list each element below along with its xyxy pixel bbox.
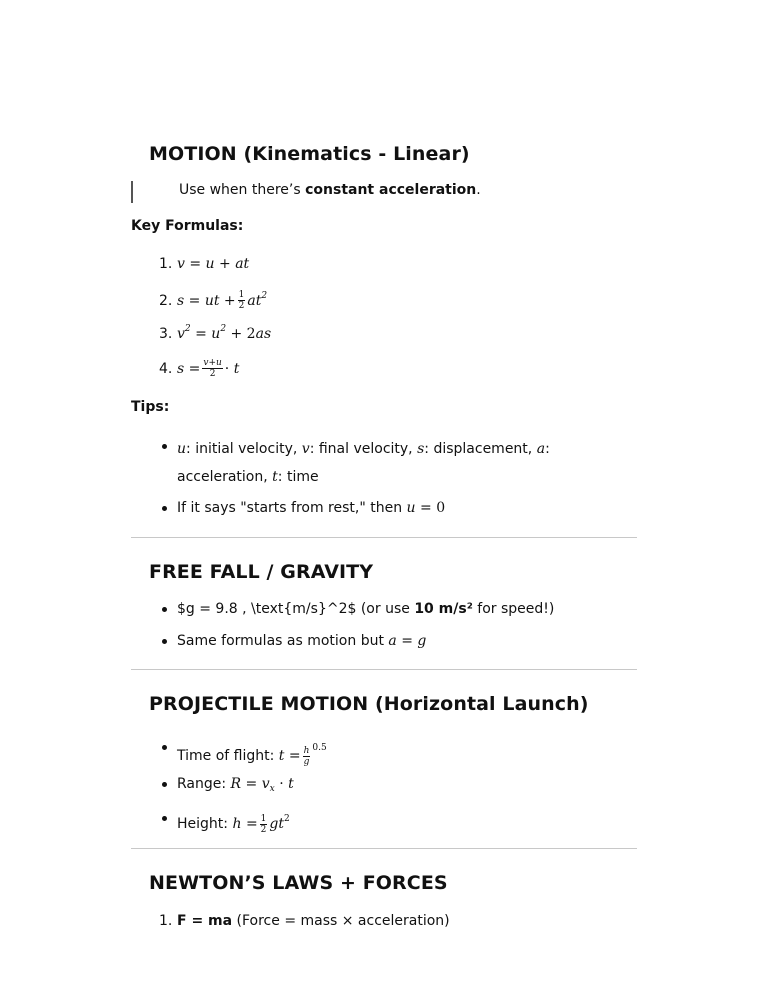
tip-text: : initial velocity,	[186, 441, 302, 457]
section-divider	[131, 669, 637, 670]
formula-1: v = u + at	[177, 256, 250, 272]
tip-text: :	[545, 441, 550, 457]
formula-item	[159, 256, 271, 290]
list-item: Same formulas as motion but a = g	[159, 630, 629, 652]
item-bold: F = ma	[177, 913, 233, 929]
tip-text: : displacement,	[424, 441, 537, 457]
section-heading-newton: NEWTON’S LAWS + FORCES	[149, 872, 448, 894]
key-formulas-label: Key Formulas:	[131, 218, 244, 234]
section-divider	[131, 537, 637, 538]
tip-text: : final velocity,	[309, 441, 418, 457]
section-heading-motion: MOTION (Kinematics - Linear)	[149, 143, 470, 165]
list-number: 4.	[159, 360, 173, 377]
blockquote	[131, 181, 637, 203]
item-text: Same formulas as motion but	[177, 633, 389, 649]
formula-item	[159, 290, 271, 324]
item-text: (Force = mass × acceleration)	[232, 913, 450, 929]
formula-2: s = ut + $\frac{1}{2}$ $at^2$	[177, 290, 268, 311]
quote-text-post: .	[476, 182, 481, 198]
item-text: for speed!)	[472, 601, 555, 617]
formula-item	[159, 358, 271, 392]
list-item: Range: $R = v_x \cdot t$	[159, 773, 629, 807]
item-text: Height:	[177, 816, 233, 832]
item-bold: 10 m/s²	[414, 601, 473, 617]
free-fall-list	[159, 598, 629, 652]
list-number: 2.	[159, 292, 173, 309]
list-item: Time of flight: t = $\frac{h}{g}$ $^{0.5}$	[159, 736, 629, 773]
tip-text: : time	[277, 469, 319, 485]
newton-list	[159, 910, 450, 932]
projectile-list	[159, 736, 629, 836]
list-number: 1.	[159, 913, 173, 929]
section-heading-free-fall: FREE FALL / GRAVITY	[149, 561, 374, 583]
tip-text: If it says "starts from rest," then	[177, 500, 407, 516]
tips-list	[159, 435, 589, 519]
formula-item	[159, 324, 271, 358]
list-number: 3.	[159, 326, 173, 342]
blockquote-text	[179, 182, 481, 198]
formula-4: s = $\frac{v+u}{2}$ · t	[177, 358, 240, 379]
tip-text: acceleration,	[177, 469, 273, 485]
section-heading-projectile: PROJECTILE MOTION (Horizontal Launch)	[149, 693, 589, 715]
list-item	[159, 910, 450, 932]
tip-item: If it says "starts from rest," then u = 0	[159, 497, 589, 519]
blockquote-bar	[131, 181, 133, 203]
list-number: 1.	[159, 256, 173, 272]
tips-label: Tips:	[131, 399, 170, 415]
list-item	[159, 598, 629, 630]
item-text: Range:	[177, 776, 231, 792]
item-text: $g = 9.8 , \text{m/s}^2$ (or use	[177, 601, 415, 617]
section-divider	[131, 848, 637, 849]
tip-item: u: initial velocity, v: final velocity, s: displacement, a: acceleration, t: time	[159, 435, 589, 497]
quote-text-bold: constant acceleration	[305, 182, 477, 198]
quote-text-pre: Use when there’s	[179, 182, 306, 198]
formula-list	[159, 256, 271, 392]
item-text: Time of flight:	[177, 748, 279, 764]
formula-3: $v^2 = u^2 + 2as$	[177, 324, 272, 342]
list-item: Height: h = $\frac{1}{2}$ $gt^2$	[159, 807, 629, 836]
